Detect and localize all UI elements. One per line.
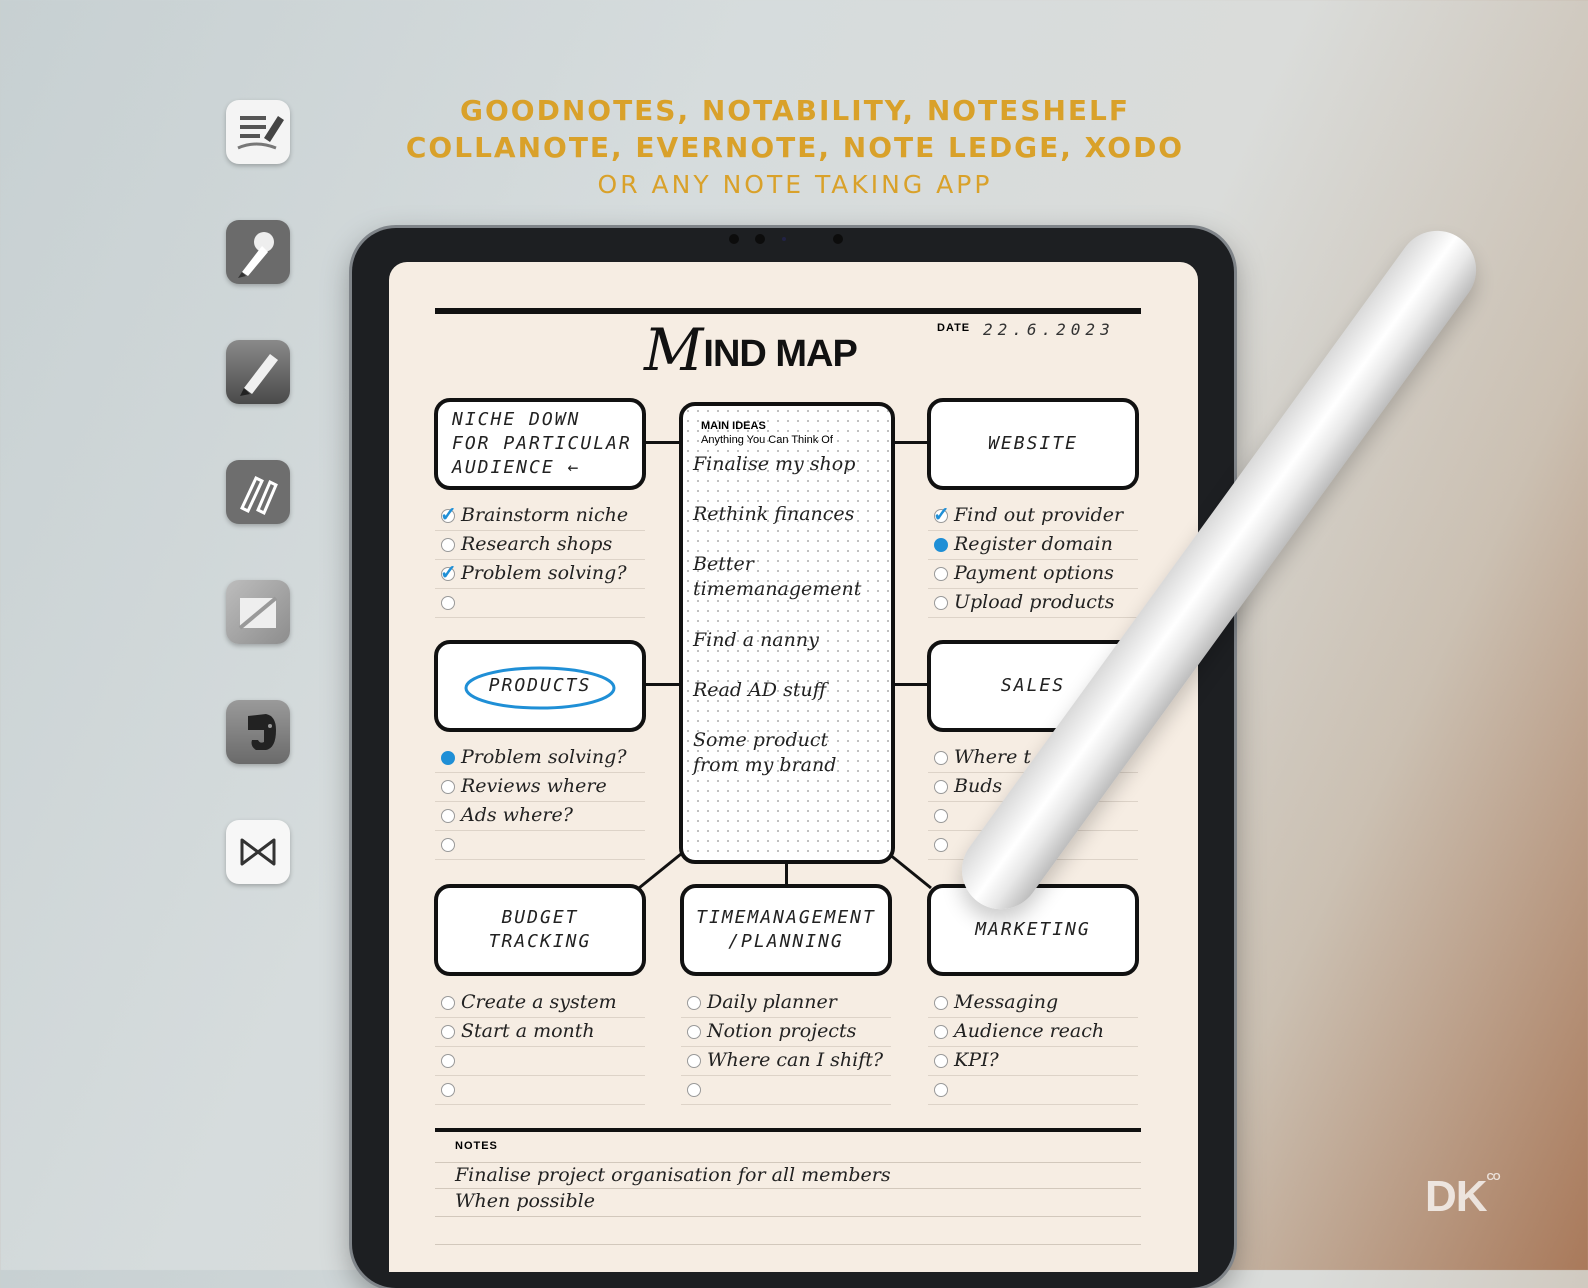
checklist-label[interactable]: Notion projects [707, 1020, 857, 1042]
checklist-row [435, 1076, 645, 1105]
checklist-row [435, 989, 645, 1018]
checklist-label[interactable]: Find out provider [954, 504, 1124, 526]
idea-item: Read AD stuff [693, 679, 827, 701]
checkbox[interactable] [934, 838, 948, 852]
checklist-label[interactable]: Messaging [954, 991, 1059, 1013]
idea-item: Rethink finances [693, 503, 855, 525]
checklist-row [928, 531, 1138, 560]
checklist-row [681, 1018, 891, 1047]
goodnotes-icon[interactable] [226, 100, 290, 164]
checkbox[interactable] [687, 1083, 701, 1097]
checkbox[interactable] [441, 996, 455, 1010]
niche-box-label: NICHE DOWN FOR PARTICULAR AUDIENCE ← [452, 409, 632, 478]
checkbox[interactable] [441, 567, 455, 581]
notes-label: NOTES [455, 1140, 498, 1152]
niche-list [435, 502, 645, 618]
checklist-row [681, 989, 891, 1018]
checkbox[interactable] [934, 1083, 948, 1097]
checklist-label[interactable]: Audience reach [954, 1020, 1105, 1042]
checkbox[interactable] [934, 567, 948, 581]
checklist-row [435, 560, 645, 589]
checklist-label[interactable]: Problem solving? [461, 562, 627, 584]
header-line-1: GOODNOTES, NOTABILITY, NOTESHELF [460, 94, 1130, 127]
top-rule [435, 308, 1141, 314]
checkbox[interactable] [441, 1054, 455, 1068]
checklist-row [435, 1018, 645, 1047]
checkbox[interactable] [934, 509, 948, 523]
date-label: DATE [937, 322, 971, 334]
notes-line [435, 1244, 1141, 1245]
checklist-label[interactable]: Research shops [461, 533, 613, 555]
checklist-label[interactable]: Upload products [954, 591, 1115, 613]
checklist-row [435, 531, 645, 560]
notes-rule [435, 1128, 1141, 1132]
notability-icon[interactable] [226, 220, 290, 284]
noteshelf-icon[interactable] [226, 340, 290, 404]
notes-line [435, 1188, 1141, 1189]
checklist-label[interactable]: Problem solving? [461, 746, 627, 768]
page-title [644, 316, 857, 384]
brand-mark: DK [1425, 1172, 1487, 1221]
main-ideas-heading: MAIN IDEAS [701, 420, 766, 432]
checklist-label[interactable]: KPI? [954, 1049, 999, 1071]
checkbox[interactable] [441, 596, 455, 610]
niche-box[interactable] [434, 398, 646, 490]
checklist-row [435, 502, 645, 531]
checklist-label[interactable]: Create a system [461, 991, 617, 1013]
checklist-label[interactable]: Ads where? [461, 804, 573, 826]
budget-list [435, 989, 645, 1105]
marketing-box-label: MARKETING [975, 919, 1091, 940]
website-box-label: WEBSITE [988, 433, 1078, 454]
time-box[interactable] [680, 884, 892, 976]
connector [893, 683, 929, 686]
highlight-circle [460, 662, 620, 712]
website-box[interactable] [927, 398, 1139, 490]
checklist-label[interactable]: Daily planner [707, 991, 837, 1013]
brand-logo [1425, 1172, 1500, 1222]
header-line-2: COLLANOTE, EVERNOTE, NOTE LEDGE, XODO [405, 131, 1185, 164]
checkbox[interactable] [441, 838, 455, 852]
marketing-list [928, 989, 1138, 1105]
notes-line [435, 1216, 1141, 1217]
checklist-label[interactable]: Brainstorm niche [461, 504, 629, 526]
time-box-label: TIMEMANAGEMENT /PLANNING [696, 907, 876, 952]
main-ideas-panel[interactable] [679, 402, 895, 864]
idea-item: Find a nanny [693, 629, 819, 651]
title-script-letter: M [644, 316, 704, 384]
xodo-icon[interactable] [226, 820, 290, 884]
checklist-row [928, 1047, 1138, 1076]
checklist-row [928, 1018, 1138, 1047]
evernote-icon[interactable] [226, 700, 290, 764]
date-value[interactable]: 22.6.2023 [983, 320, 1115, 339]
checkbox[interactable] [687, 1025, 701, 1039]
note-ledge-icon[interactable] [226, 580, 290, 644]
camera-icon [720, 232, 850, 246]
checklist-label[interactable]: Reviews where [461, 775, 607, 797]
checkbox[interactable] [441, 809, 455, 823]
connector [893, 441, 929, 444]
checklist-row [435, 802, 645, 831]
checkbox[interactable] [934, 780, 948, 794]
checkbox[interactable] [441, 751, 455, 765]
products-box-label: PRODUCTS [488, 675, 592, 696]
connector [645, 683, 681, 686]
checklist-row [928, 502, 1138, 531]
checkbox[interactable] [934, 751, 948, 765]
main-ideas-subheading: Anything You Can Think Of [701, 434, 833, 446]
idea-item: Finalise my shop [693, 453, 856, 475]
checkbox[interactable] [441, 1025, 455, 1039]
checkbox[interactable] [934, 996, 948, 1010]
budget-box[interactable] [434, 884, 646, 976]
checklist-label[interactable]: Where can I shift? [707, 1049, 884, 1071]
checklist-row [928, 560, 1138, 589]
checkbox[interactable] [934, 596, 948, 610]
checkbox[interactable] [934, 809, 948, 823]
brand-suffix: CO [1486, 1172, 1500, 1183]
checklist-row [681, 1076, 891, 1105]
checklist-row [435, 831, 645, 860]
idea-item: Some product from my brand [693, 729, 837, 776]
notes-text-2[interactable]: When possible [455, 1190, 595, 1212]
website-list [928, 502, 1138, 618]
checklist-row [681, 1047, 891, 1076]
budget-box-label: BUDGET TRACKING [488, 907, 592, 952]
checkbox[interactable] [441, 509, 455, 523]
title-text: IND MAP [703, 333, 857, 375]
checklist-row [435, 589, 645, 618]
marketing-box[interactable] [927, 884, 1139, 976]
checkbox[interactable] [934, 538, 948, 552]
sales-box-label: SALES [1000, 675, 1066, 696]
checklist-row [435, 773, 645, 802]
checklist-label[interactable]: Where t [954, 746, 1032, 768]
checkbox[interactable] [934, 1025, 948, 1039]
checklist-row [435, 1047, 645, 1076]
checkbox[interactable] [687, 1054, 701, 1068]
checkbox[interactable] [441, 780, 455, 794]
products-box[interactable] [434, 640, 646, 732]
checkbox[interactable] [934, 1054, 948, 1068]
checkbox[interactable] [441, 1083, 455, 1097]
notes-text-1[interactable]: Finalise project organisation for all members [455, 1164, 891, 1186]
checklist-label[interactable]: Register domain [954, 533, 1113, 555]
checkbox[interactable] [441, 538, 455, 552]
products-list [435, 744, 645, 860]
checkbox[interactable] [687, 996, 701, 1010]
checklist-label[interactable]: Payment options [954, 562, 1114, 584]
header-line-3: OR ANY NOTE TAKING APP [597, 170, 993, 199]
checklist-label[interactable]: Buds [954, 775, 1003, 797]
checklist-label[interactable]: Start a month [461, 1020, 595, 1042]
checklist-row [435, 744, 645, 773]
idea-item: Better timemanagement [693, 553, 862, 600]
collanote-icon[interactable] [226, 460, 290, 524]
connector [645, 441, 681, 444]
checklist-row [928, 989, 1138, 1018]
time-list [681, 989, 891, 1105]
checklist-row [928, 589, 1138, 618]
checklist-row [928, 1076, 1138, 1105]
notes-line [435, 1162, 1141, 1163]
